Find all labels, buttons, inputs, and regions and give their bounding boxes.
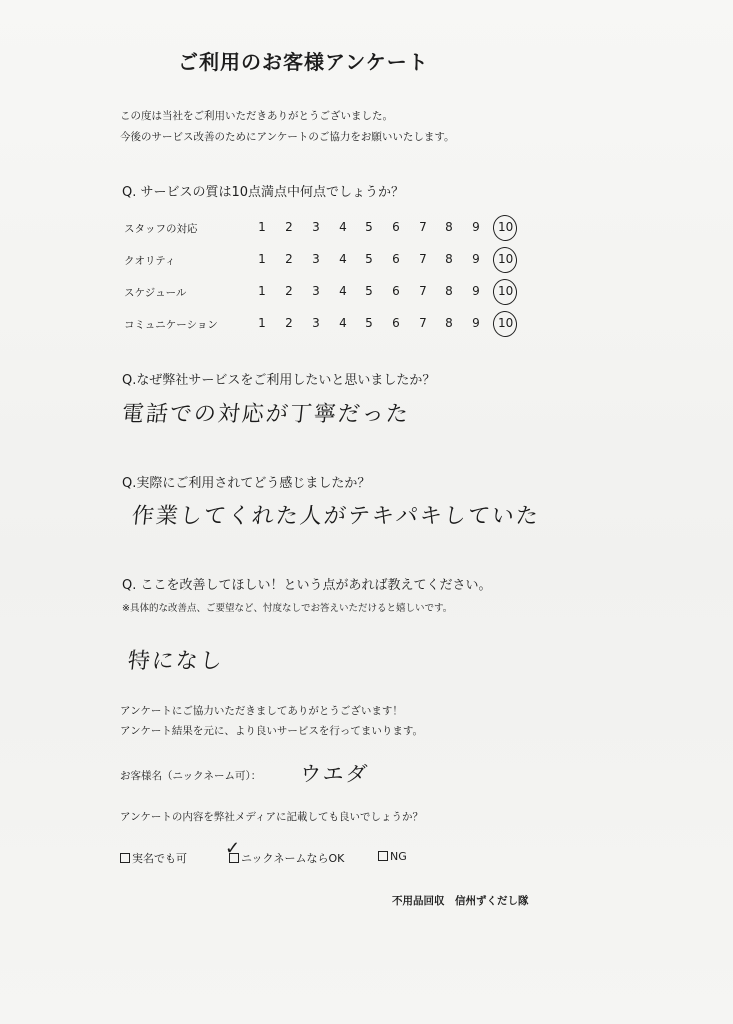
rating-option[interactable]: 10 <box>498 284 514 298</box>
question-2: Q.なぜ弊社サービスをご利用したいと思いましたか？ <box>122 373 436 388</box>
intro-line-2: 今後のサービス改善のためにアンケートのご協力をお願いいたします。 <box>120 131 455 143</box>
rating-option[interactable]: 7 <box>419 316 427 330</box>
customer-name-label: お客様名（ニックネーム可）： <box>120 770 262 782</box>
rating-option[interactable]: 4 <box>339 316 347 330</box>
rating-option[interactable]: 1 <box>258 220 266 234</box>
answer-3-handwritten: 作業してくれた人がテキパキしていた <box>130 504 542 529</box>
rating-option[interactable]: 2 <box>285 284 293 298</box>
rating-option[interactable]: 8 <box>445 252 453 266</box>
rating-option[interactable]: 1 <box>258 252 266 266</box>
rating-option[interactable]: 7 <box>419 252 427 266</box>
option-real-name-label: 実名でも可 <box>132 852 187 865</box>
rating-option[interactable]: 8 <box>445 284 453 298</box>
option-ng-label: NG <box>390 850 407 863</box>
rating-option[interactable]: 5 <box>365 284 373 298</box>
question-1: Q. サービスの質は10点満点中何点でしょうか？ <box>122 185 405 200</box>
option-nickname[interactable] <box>229 850 344 866</box>
thanks-line-2: アンケート結果を元に、より良いサービスを行ってまいります。 <box>120 725 424 737</box>
rating-row-label: コミュニケーション <box>124 319 218 331</box>
rating-option[interactable]: 2 <box>285 252 293 266</box>
customer-name-handwritten: ウエダ <box>298 762 371 786</box>
selected-rating-circle <box>491 245 518 274</box>
rating-row-label: スタッフの対応 <box>124 223 198 235</box>
option-nickname-label: ニックネームならOK <box>241 852 345 865</box>
selected-rating-circle <box>491 213 518 242</box>
checkbox-real-name[interactable] <box>120 853 130 863</box>
rating-option[interactable]: 7 <box>419 220 427 234</box>
rating-option[interactable]: 10 <box>498 252 514 266</box>
thanks-line-1: アンケートにご協力いただきましてありがとうございます！ <box>120 705 403 717</box>
rating-option[interactable]: 3 <box>312 316 320 330</box>
rating-option[interactable]: 9 <box>472 220 480 234</box>
rating-option[interactable]: 8 <box>445 220 453 234</box>
rating-option[interactable]: 3 <box>312 220 320 234</box>
check-mark-icon: ✓ <box>225 838 241 859</box>
answer-2-handwritten: 電話での対応が丁寧だった <box>120 402 412 427</box>
rating-option[interactable]: 1 <box>258 316 266 330</box>
rating-row-label: スケジュール <box>124 287 187 299</box>
intro-line-1: この度は当社をご利用いただきありがとうございました。 <box>120 110 393 122</box>
answer-4-handwritten: 特になし <box>126 649 226 674</box>
rating-option[interactable]: 1 <box>258 284 266 298</box>
rating-option[interactable]: 6 <box>392 316 400 330</box>
rating-option[interactable]: 5 <box>365 252 373 266</box>
rating-option[interactable]: 4 <box>339 284 347 298</box>
media-question: アンケートの内容を弊社メディアに記載しても良いでしょうか？ <box>120 811 424 823</box>
rating-option[interactable]: 9 <box>472 252 480 266</box>
rating-option[interactable]: 9 <box>472 284 480 298</box>
page-title: ご利用のお客様アンケート <box>178 50 429 74</box>
rating-option[interactable]: 10 <box>498 220 514 234</box>
rating-option[interactable]: 10 <box>498 316 514 330</box>
rating-option[interactable]: 2 <box>285 316 293 330</box>
checkbox-ng[interactable] <box>378 851 388 861</box>
question-3: Q.実際にご利用されてどう感じましたか？ <box>122 476 371 491</box>
option-ng[interactable] <box>378 850 407 863</box>
rating-option[interactable]: 5 <box>365 316 373 330</box>
rating-option[interactable]: 2 <box>285 220 293 234</box>
rating-option[interactable]: 8 <box>445 316 453 330</box>
rating-option[interactable]: 6 <box>392 284 400 298</box>
rating-option[interactable]: 7 <box>419 284 427 298</box>
rating-option[interactable]: 6 <box>392 252 400 266</box>
rating-option[interactable]: 4 <box>339 252 347 266</box>
footer-company: 不用品回収 信州ずくだし隊 <box>392 895 529 907</box>
question-4: Q. ここを改善してほしい！という点があれば教えてください。 <box>122 578 492 593</box>
rating-option[interactable]: 4 <box>339 220 347 234</box>
rating-option[interactable]: 6 <box>392 220 400 234</box>
selected-rating-circle <box>491 277 518 306</box>
selected-rating-circle <box>491 309 518 338</box>
rating-option[interactable]: 9 <box>472 316 480 330</box>
rating-option[interactable]: 5 <box>365 220 373 234</box>
option-real-name[interactable] <box>120 850 187 866</box>
question-4-note: ※具体的な改善点、ご要望など、忖度なしでお答えいただけると嬉しいです。 <box>122 603 453 614</box>
rating-option[interactable]: 3 <box>312 284 320 298</box>
rating-option[interactable]: 3 <box>312 252 320 266</box>
rating-row-label: クオリティ <box>124 255 176 267</box>
